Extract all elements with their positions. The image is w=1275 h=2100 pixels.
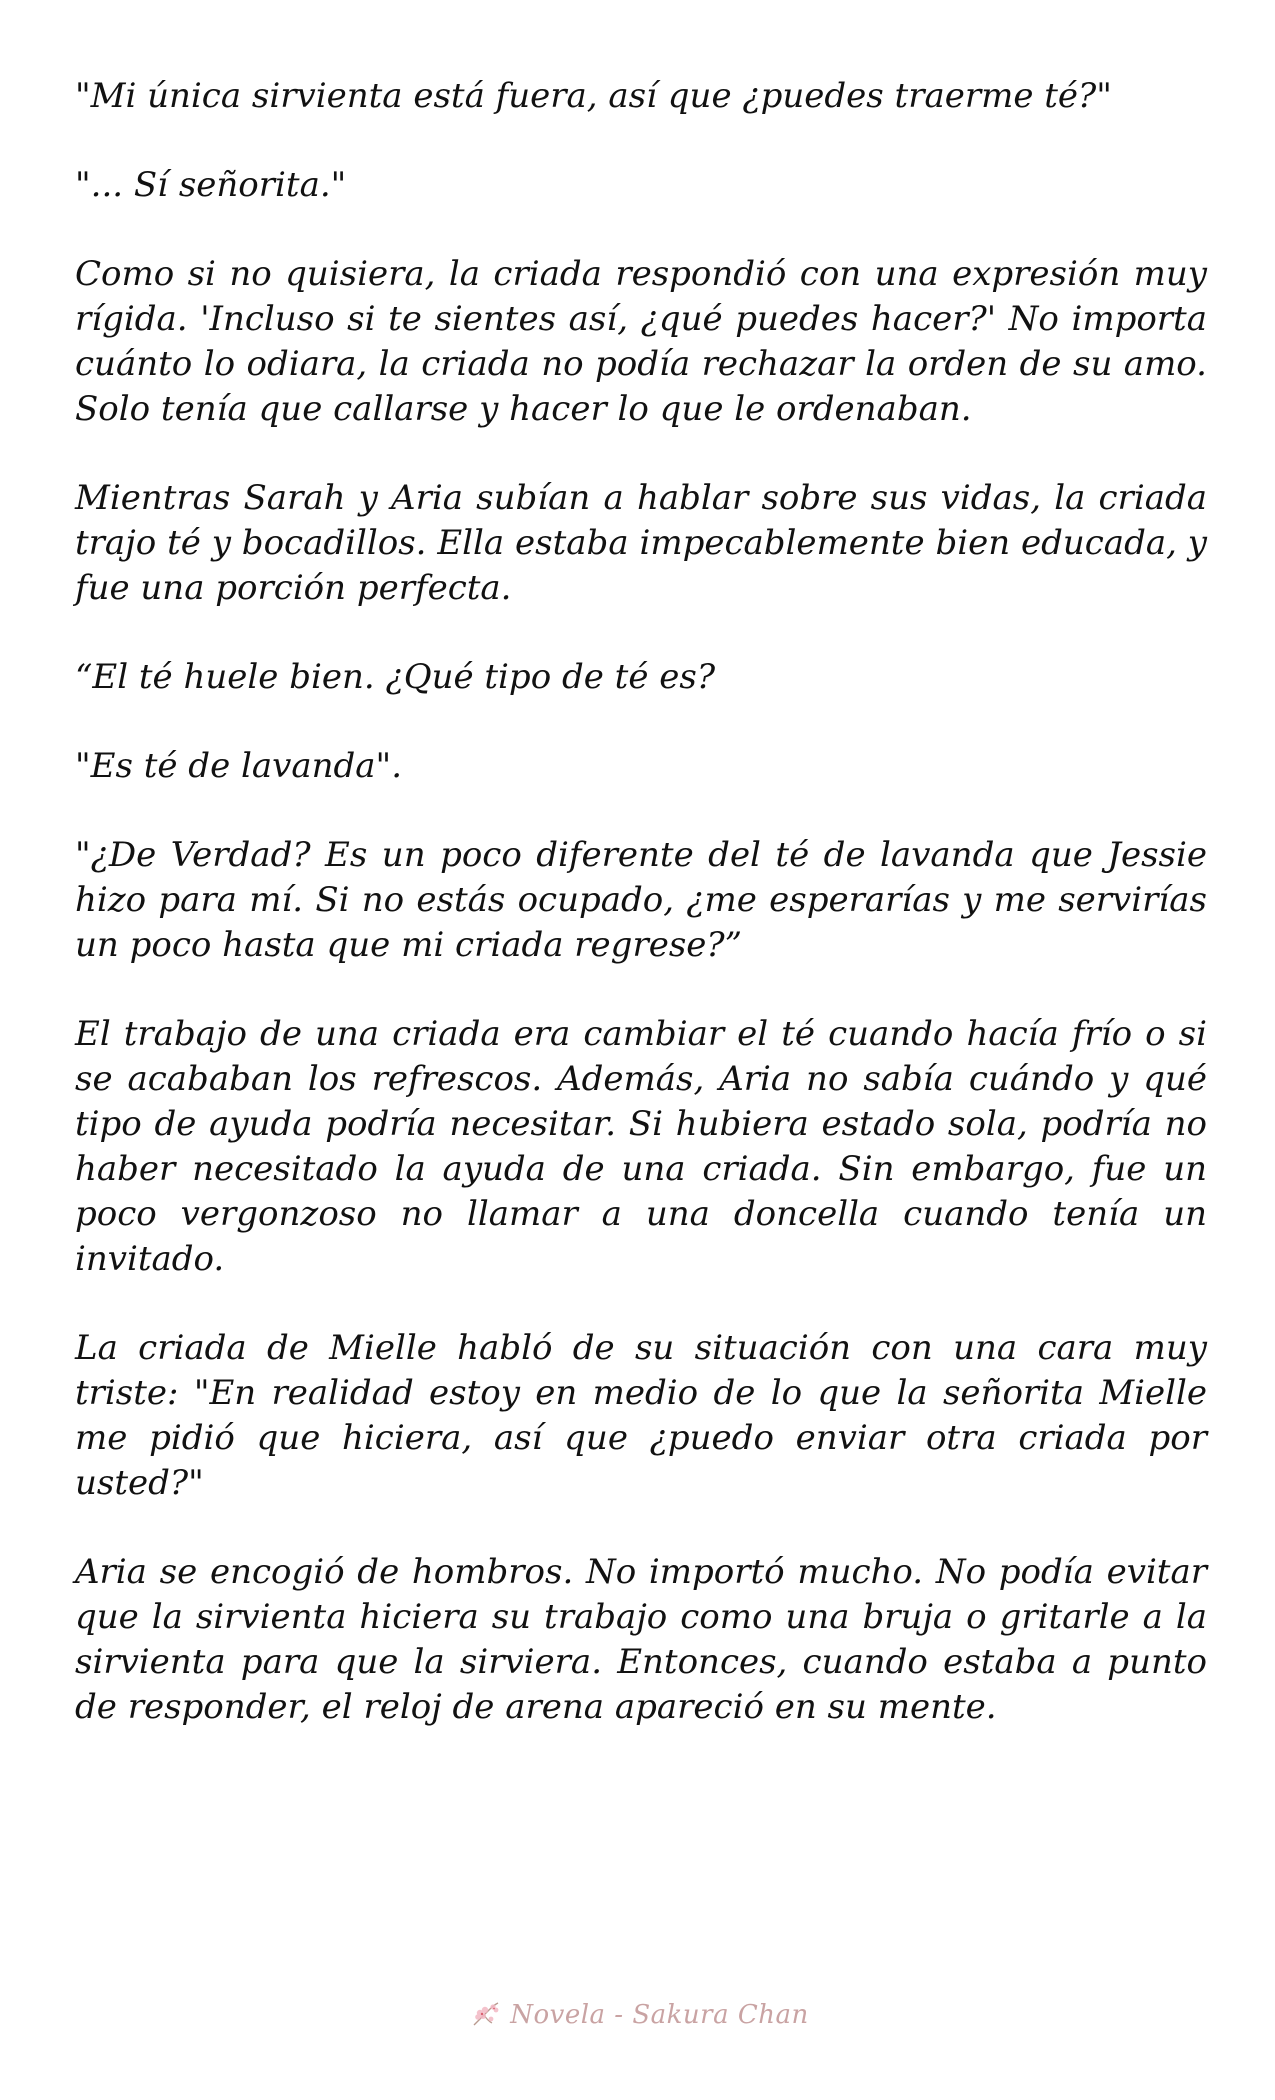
paragraph: Aria se encogió de hombros. No importó mucho. No podía evitar que la sirvienta hiciera su trabajo como una bruja o gritarle a la sirvienta para que la sirviera. Entonces, cuando estaba a punto de responder, el reloj de arena apareció en su mente.: [75, 1552, 1207, 1727]
paragraph: "... Sí señorita.": [75, 165, 347, 205]
sakura-blossom-icon: [466, 1995, 506, 2035]
paragraph: "Mi única sirvienta está fuera, así que ¿puedes traerme té?": [75, 76, 1112, 116]
paragraph: "¿De Verdad? Es un poco diferente del té de lavanda que Jessie hizo para mí. Si no estás ocupado, ¿me esperarías y me servirías un poco hasta que mi criada regrese?”: [75, 835, 1207, 965]
paragraph: "Es té de lavanda".: [75, 746, 403, 786]
paragraph: Como si no quisiera, la criada respondió con una expresión muy rígida. 'Incluso si te sientes así, ¿qué puedes hacer?' No importa cuánto lo odiara, la criada no podía rechazar la orden de su amo. Solo tenía que callarse y hacer lo que le ordenaban.: [75, 254, 1207, 429]
paragraph: El trabajo de una criada era cambiar el té cuando hacía frío o si se acababan los refrescos. Además, Aria no sabía cuándo y qué tipo de ayuda podría necesitar. Si hubiera estado sola, podría no haber necesitado la ayuda de una criada. Sin embargo, fue un poco vergonzoso no llamar a una doncella cuando tenía un invitado.: [75, 1014, 1207, 1279]
paragraph: “El té huele bien. ¿Qué tipo de té es?: [75, 657, 716, 697]
paragraph: La criada de Mielle habló de su situación con una cara muy triste: "En realidad estoy en medio de lo que la señorita Mielle me pidió que hiciera, así que ¿puedo enviar otra criada por usted?": [75, 1328, 1207, 1503]
footer-watermark: [0, 1995, 1275, 2035]
text-column: [75, 74, 1207, 1774]
paragraph: Mientras Sarah y Aria subían a hablar sobre sus vidas, la criada trajo té y bocadillos. Ella estaba impecablemente bien educada, y fue una porción perfecta.: [75, 478, 1207, 608]
watermark-text: Novela - Sakura Chan: [510, 2000, 809, 2030]
